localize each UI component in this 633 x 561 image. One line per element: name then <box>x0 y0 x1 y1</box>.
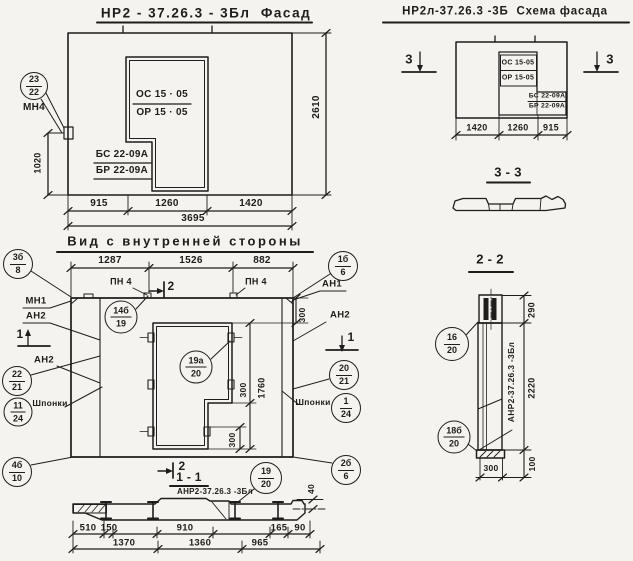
section-1-1-label: АНР2-37.26.3 -3Бл <box>177 487 253 496</box>
callout-19a-20 <box>180 351 213 384</box>
dim-1370: 1370 <box>112 537 136 549</box>
facade-block-label-bottom: БР 22-09А <box>95 165 149 176</box>
callout-bottom: 19 <box>115 318 126 328</box>
callout-bottom: 22 <box>28 87 39 97</box>
callout-20-21 <box>329 360 359 390</box>
callout-18b-20 <box>438 421 471 454</box>
callout-top: 16 <box>444 333 460 345</box>
dim-965: 965 <box>251 537 269 549</box>
label-an2-a: АН2 <box>26 310 46 322</box>
callout-bottom: 24 <box>340 409 351 419</box>
dim-300-a: 300 <box>296 307 307 323</box>
callout-top: 22 <box>9 370 25 382</box>
section-marker-1-right: 1 <box>347 330 355 344</box>
label-pn4-left: ПН 4 <box>110 276 132 287</box>
facade-callout-name: МН4 <box>22 102 46 113</box>
callout-top: 14б <box>110 306 132 318</box>
dim-910: 910 <box>176 522 194 534</box>
dim-40: 40 <box>305 483 316 495</box>
callout-mn4 <box>20 72 48 100</box>
dim-290: 290 <box>526 302 537 318</box>
dim-165: 165 <box>270 522 288 534</box>
dim-882: 882 <box>253 255 271 266</box>
dim-100: 100 <box>526 456 537 472</box>
schema-opening-label-top: ОС 15-05 <box>501 59 535 67</box>
callout-top: 1б <box>335 255 352 267</box>
dim-90: 90 <box>294 522 306 534</box>
callout-top: 4б <box>9 461 26 473</box>
callout-16-20 <box>435 327 469 361</box>
section-marker-2-top: 2 <box>167 279 175 293</box>
dim-1526: 1526 <box>179 255 203 266</box>
section-marker-1-left: 1 <box>16 327 24 341</box>
schema-dim-915: 915 <box>543 122 559 133</box>
dim-150: 150 <box>100 522 118 534</box>
callout-top: 20 <box>336 364 352 376</box>
dim-1420: 1420 <box>239 198 263 209</box>
callout-top: 11 <box>10 401 26 413</box>
facade-opening-label-bottom: ОР 15 · 05 <box>136 107 188 118</box>
section-marker-2-bottom: 2 <box>178 459 186 473</box>
callout-11-24 <box>4 398 33 427</box>
section-2-2-lines <box>466 272 531 481</box>
callout-14b-19 <box>105 301 138 334</box>
section-3-3-title: 3 - 3 <box>494 164 522 180</box>
callout-bottom: 20 <box>190 368 201 378</box>
callout-4b-10 <box>2 457 32 487</box>
section-marker-3-left: 3 <box>405 51 413 67</box>
schema-opening-label-bottom: ОР 15-05 <box>501 74 535 82</box>
dim-2220: 2220 <box>526 377 537 399</box>
callout-bottom: 24 <box>12 413 23 423</box>
schema-dim-1260: 1260 <box>507 122 529 133</box>
dim-3695: 3695 <box>181 213 205 224</box>
dim-300-c: 300 <box>226 432 237 448</box>
callout-3b-8 <box>3 249 33 279</box>
callout-top: 1 <box>340 397 351 409</box>
callout-bottom: 20 <box>448 438 459 448</box>
label-shponki-left: Шпонки <box>32 397 68 408</box>
label-an2-b: АН2 <box>34 354 54 366</box>
label-pn4-right: ПН 4 <box>245 276 267 287</box>
label-mn1: МН1 <box>25 295 47 307</box>
callout-1-24 <box>331 393 361 423</box>
dim-915: 915 <box>90 198 108 209</box>
callout-bottom: 20 <box>260 479 271 489</box>
callout-1b-6 <box>328 251 358 281</box>
section-1-1-title: 1 - 1 <box>176 470 202 484</box>
dim-1260: 1260 <box>155 198 179 209</box>
section-marker-3-right: 3 <box>606 51 614 67</box>
dim-1020: 1020 <box>32 152 43 174</box>
callout-top: 2б <box>338 459 355 471</box>
section-2-2-title: 2 - 2 <box>476 251 504 267</box>
dim-1760: 1760 <box>256 377 267 399</box>
facade-opening-label-top: ОС 15 · 05 <box>136 89 188 100</box>
dim-2610: 2610 <box>311 95 322 119</box>
label-an2-c: АН2 <box>330 309 350 321</box>
callout-22-21 <box>2 366 32 396</box>
callout-top: 19а <box>185 356 206 368</box>
schema-block-label-bottom: БР 22-09А <box>528 102 566 110</box>
callout-bottom: 6 <box>343 471 349 481</box>
facade-block-label-top: БС 22-09А <box>95 149 149 160</box>
dim-1360: 1360 <box>188 537 212 549</box>
section-2-2-label-vertical: АНР2-37.26.3 -3Бл <box>505 341 516 423</box>
callout-bottom: 21 <box>11 382 22 392</box>
label-an1: АН1 <box>322 278 342 290</box>
schema-block-label-top: БС 22-09А <box>528 92 566 100</box>
callout-bottom: 8 <box>15 265 21 275</box>
callout-19-20 <box>250 462 282 494</box>
callout-top: 23 <box>26 75 42 87</box>
inner-view-title: Вид с внутренней стороны <box>67 233 303 249</box>
schema-dim-1420: 1420 <box>466 122 488 133</box>
label-shponki-right: Шпонки <box>295 396 331 407</box>
callout-bottom: 6 <box>340 267 346 277</box>
dim-300-b: 300 <box>237 382 248 398</box>
callout-top: 18б <box>443 426 465 438</box>
facade-lines <box>41 23 331 231</box>
callout-top: 3б <box>10 253 27 265</box>
callout-bottom: 21 <box>338 376 349 386</box>
dim-510: 510 <box>79 522 97 534</box>
callout-2b-6 <box>331 455 361 485</box>
callout-bottom: 10 <box>11 473 22 483</box>
callout-bottom: 20 <box>446 345 457 355</box>
section-3-3-lines <box>453 183 566 211</box>
facade-title: НР2 - 37.26.3 - 3Бл Фасад <box>100 5 312 21</box>
dim-1287: 1287 <box>98 255 122 266</box>
dim-300-bottom: 300 <box>483 462 499 473</box>
schema-title: НР2л-37.26.3 -3Б Схема фасада <box>402 5 608 18</box>
callout-top: 19 <box>258 467 274 479</box>
